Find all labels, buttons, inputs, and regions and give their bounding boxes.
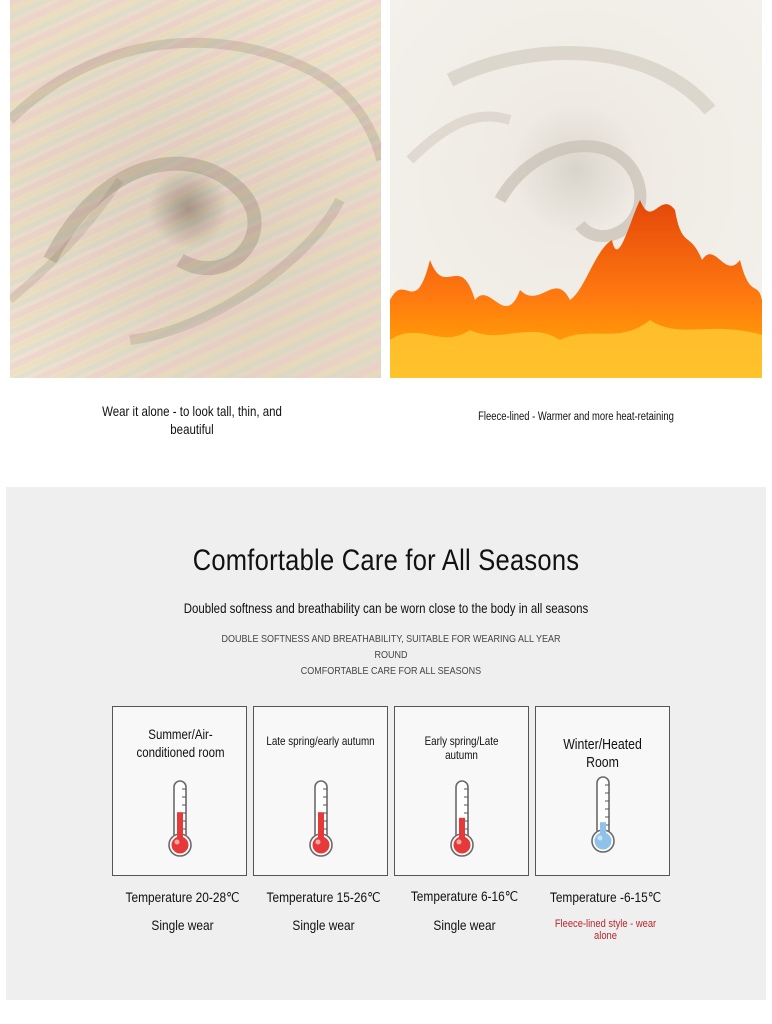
wear-style: Fleece-lined style - wear alone (554, 918, 657, 942)
seasons-note-line-2: COMFORTABLE CARE FOR ALL SEASONS (300, 666, 482, 677)
temperature-range: Temperature 15-26℃ (266, 889, 381, 905)
season-card-summer (112, 706, 247, 876)
seasons-note-line-1: DOUBLE SOFTNESS AND BREATHABILITY, SUITABLE FOR WEARING ALL YEAR ROUND (221, 634, 561, 661)
season-card-label: Summer/Air-conditioned room (136, 726, 225, 760)
fleece-flame-photo (390, 0, 762, 378)
thermometer-icon (165, 779, 195, 859)
season-card-late-spring (253, 706, 388, 876)
season-card-early-spring (394, 706, 529, 876)
thermometer-icon (306, 779, 336, 859)
season-card-label: Winter/Heated Room (563, 736, 642, 771)
knit-fabric-photo (10, 0, 381, 378)
knit-photo-caption: Wear it alone - to look tall, thin, and beautiful (102, 403, 282, 437)
wear-style: Single wear (292, 917, 355, 933)
seasons-subtitle: Doubled softness and breathability can be worn close to the body in all seasons (183, 600, 589, 616)
wear-style: Single wear (151, 917, 214, 933)
temperature-range: Temperature -6-15℃ (549, 889, 662, 905)
thermometer-icon (588, 775, 618, 855)
season-card-label: Early spring/Late autumn (424, 734, 499, 762)
temperature-range: Temperature 6-16℃ (410, 888, 519, 904)
seasons-note (207, 632, 576, 680)
season-card-label: Late spring/early autumn (266, 734, 375, 748)
thermometer-icon (447, 779, 477, 859)
wear-style: Single wear (433, 917, 496, 933)
fleece-photo-caption: Fleece-lined - Warmer and more heat-retaining (478, 411, 674, 423)
temperature-range: Temperature 20-28℃ (125, 889, 240, 905)
seasons-title: Comfortable Care for All Seasons (192, 544, 580, 577)
season-card-winter (535, 706, 670, 876)
